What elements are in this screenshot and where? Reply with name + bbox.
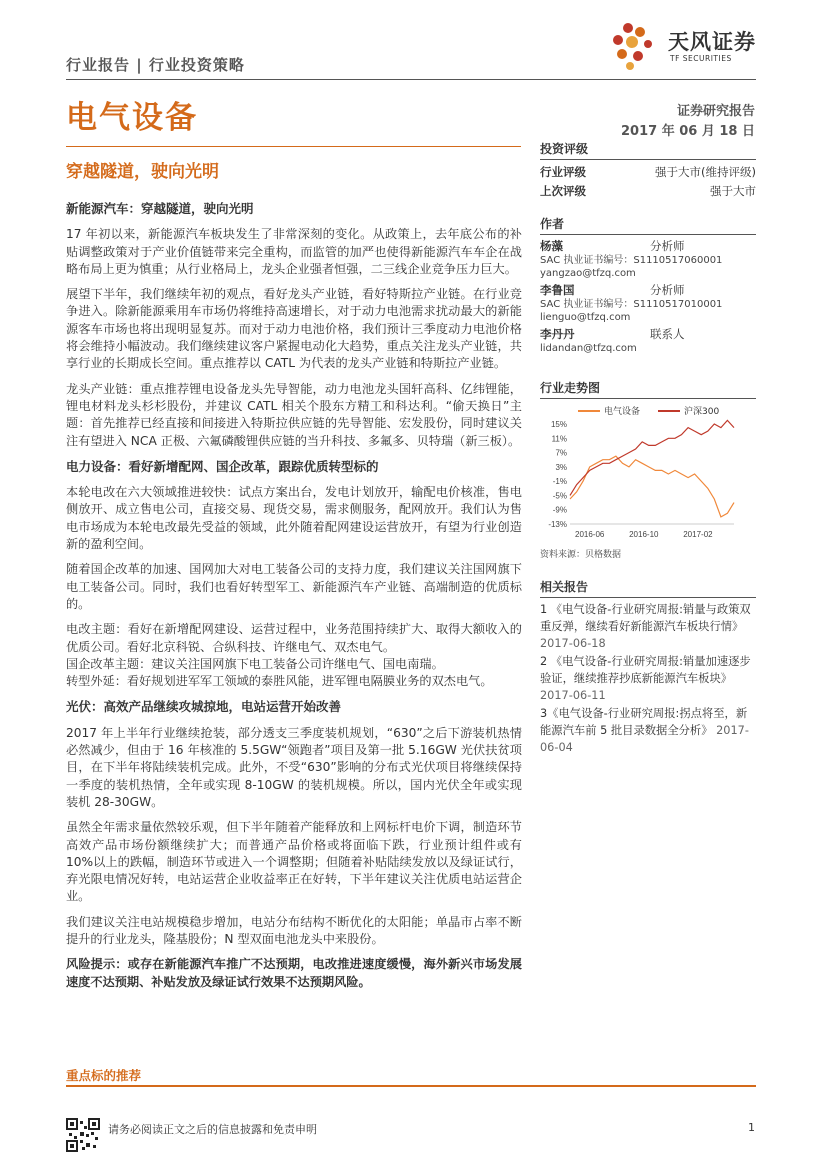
y-tick-label: -9% (552, 505, 567, 515)
company-logo (610, 20, 760, 72)
author-email[interactable]: lidandan@tfzq.com (540, 343, 637, 354)
key-stocks-title: 重点标的推荐 (66, 1068, 142, 1083)
paragraph: 龙头产业链：重点推荐锂电设备龙头先导智能，动力电池龙头国轩高科、亿纬锂能，锂电材料龙头杉杉股份，并建议 CATL 相关个股东方精工和科达利。“偷天换日”主题：首先推荐已经直接和间接进入特斯拉供应链的先导智能、宏发股份，同时建议关注有望进入 NCA 正极、六氟磷酸锂供应链的当升科技、多氟多、贝特瑞（新三板）。 (66, 381, 522, 448)
y-tick-label: 11% (551, 434, 567, 444)
trend-title: 行业走势图 (540, 379, 756, 399)
main-content (66, 200, 522, 999)
paragraph: 17 年初以来，新能源汽车板块发生了非常深刻的变化。从政策上，去年底公布的补贴调整政策对于产业价值链带来完全重构，而监管的加严也使得新能源汽车车企在战略布局上更为慎重；从行业格局上，龙头企业强者恒强，二三线企业竞争压力巨大。 (66, 227, 522, 276)
risk-warning: 风险提示：或存在新能源汽车推广不达预期，电改推进速度缓慢，海外新兴市场发展速度不达预期、补贴发放及绿证试行效果不达预期风险。 (66, 957, 522, 989)
author-name: 李鲁国 (540, 283, 575, 297)
rating-title: 投资评级 (540, 140, 756, 160)
author-card (540, 282, 756, 324)
legend-label: 沪深300 (684, 407, 720, 417)
related-report-date: 2017-06-04 (540, 724, 749, 754)
series-line (570, 420, 734, 495)
paragraph: 电改主题：看好在新增配网建设、运营过程中，业务范围持续扩大、取得大额收入的优质公司。看好北京科锐、合纵科技、许继电气、双杰电气。 国企改革主题：建议关注国网旗下电工装备公司许继电气、国电南瑞。 转型外延：看好规划进军军工领域的泰胜风能，进军锂电隔膜业务的双杰电气。 (66, 622, 522, 689)
section-heading: 新能源汽车：穿越隧道，驶向光明 (66, 201, 254, 216)
author-card (540, 326, 756, 355)
x-tick-label: 2016-10 (629, 530, 659, 539)
author-role: 分析师 (650, 283, 685, 297)
y-tick-label: -5% (552, 491, 567, 501)
related-reports (540, 601, 756, 756)
report-date: 2017 年 06 月 18 日 (621, 124, 755, 139)
author-cert: SAC 执业证书编号：S1110517010001 (540, 299, 723, 310)
rating-value: 强于大市 (710, 184, 756, 198)
title-divider (66, 146, 521, 147)
page-number: 1 (748, 1121, 755, 1134)
paragraph: 本轮电改在六大领域推进较快：试点方案出台，发电计划放开，输配电价核准，售电侧放开、成立售电公司，直接交易、现货交易，需求侧服务，配网放开。我们认为售电市场成为本轮电改最先受益的领域，此外随着配网建设运营放开，有望为行业创造新的盈利空间。 (66, 485, 522, 552)
logo-text-cn: 天风证券 (668, 30, 756, 54)
report-type: 证券研究报告 (676, 104, 755, 119)
y-tick-label: -13% (548, 520, 567, 529)
disclaimer-note: 请务必阅读正文之后的信息披露和免责申明 (108, 1123, 317, 1136)
header-divider (66, 79, 756, 80)
author-cert: SAC 执业证书编号：S1110517060001 (540, 255, 723, 266)
section-heading: 光伏：高效产品继续攻城掠地，电站运营开始改善 (66, 699, 342, 715)
author-card (540, 238, 756, 280)
footer-divider (66, 1085, 756, 1087)
related-report-title[interactable]: 1 《电气设备-行业研究周报:销量与政策双重反弹，继续看好新能源汽车板块行情》 (540, 603, 751, 633)
related-report[interactable] (540, 653, 756, 704)
paragraph: 展望下半年，我们继续年初的观点，看好龙头产业链，看好特斯拉产业链。在行业竞争进入。除新能源乘用车市场仍将维持高速增长，对于动力电池需求扰动最大的新能源客车市场也将出现明显复苏。而对于动力电池价格，我们预计三季度动力电池价格将会维持小幅波动。我们继续建议客户紧握电动化大趋势，重点关注龙头产业链，共享行业的长期成长空间。重点推荐以 CATL 为代表的龙头产业链和特斯拉产业链。 (66, 287, 522, 371)
rating-row (540, 182, 756, 201)
section-heading: 电力设备：看好新增配网、国企改革，跟踪优质转型标的 (66, 458, 379, 474)
legend-label: 电气设备 (604, 407, 641, 417)
rating-row (540, 163, 756, 182)
x-tick-label: 2016-06 (575, 530, 605, 539)
report-subtitle: 穿越隧道，驶向光明 (66, 162, 219, 182)
logo-text-en: TF SECURITIES (670, 54, 732, 63)
author-name: 杨藻 (540, 239, 563, 253)
related-title: 相关报告 (540, 578, 756, 598)
sector-title: 电气设备 (66, 100, 198, 136)
y-tick-label: 3% (555, 462, 567, 472)
related-report-date: 2017-06-18 (540, 637, 606, 650)
series-line (570, 456, 734, 517)
qr-code-icon (66, 1118, 100, 1152)
x-tick-label: 2017-02 (683, 530, 713, 539)
paragraph: 随着国企改革的加速、国网加大对电工装备公司的支持力度，我们建议关注国网旗下电工装备公司。同时，我们也看好转型军工、新能源汽车产业链、高端制造的优质标的。 (66, 562, 522, 611)
paragraph: 虽然全年需求量依然较乐观，但下半年随着产能释放和上网标杆电价下调，制造环节高效产品市场份额继续扩大；而普通产品价格或将面临下跌，行业预计组件或有 10%以上的跌幅，制造环节或进入一个调整期；但随着补贴陆续发放以及绿证试行，弃光限电情况好转，电站运营企业收益率正在好转，下半年建议关注优质电站运营企业。 (66, 820, 522, 904)
rating-label: 行业评级 (540, 165, 586, 179)
y-tick-label: -1% (552, 477, 567, 487)
author-role: 联系人 (650, 327, 685, 341)
logo-dots-icon (610, 20, 666, 72)
rating-label: 上次评级 (540, 184, 586, 198)
related-report[interactable] (540, 705, 756, 756)
report-category: 行业报告 | 行业投资策略 (66, 56, 245, 74)
y-tick-label: 7% (555, 448, 567, 458)
sidebar (540, 140, 756, 757)
related-report-title[interactable]: 3《电气设备-行业研究周报:拐点将至，新能源汽车前 5 批目录数据全分析》 (540, 707, 748, 737)
author-role: 分析师 (650, 239, 685, 253)
author-email[interactable]: yangzao@tfzq.com (540, 268, 636, 279)
paragraph: 2017 年上半年行业继续抢装，部分透支三季度装机规划，“630”之后下游装机热情必然减少，但由于 16 年核准的 5.5GW“领跑者”项目及第一批 5.16GW 光伏扶贫项目，在下半年将陆续装机完成。此外，不受“630”影响的分布式光伏项目将继续保持一季度的装机热情，全年或实现 8-10GW 的装机规模。所以，国内光伏全年或实现装机 28-30GW。 (66, 725, 522, 809)
author-name: 李丹丹 (540, 327, 575, 341)
related-report-date: 2017-06-11 (540, 689, 606, 702)
paragraph: 我们建议关注电站规模稳步增加，电站分布结构不断优化的太阳能；单晶市占率不断提升的行业龙头，隆基股份；N 型双面电池龙头中来股份。 (66, 914, 522, 946)
rating-value: 强于大市(维持评级) (655, 165, 756, 179)
y-tick-label: 15% (550, 420, 567, 429)
related-report-title[interactable]: 2 《电气设备-行业研究周报:销量加速逐步验证，继续推荐抄底新能源汽车板块》 (540, 655, 751, 685)
author-email[interactable]: lienguo@tfzq.com (540, 312, 631, 323)
related-report[interactable] (540, 601, 756, 652)
chart-source: 资料来源：贝格数据 (540, 550, 622, 560)
industry-trend-chart (540, 402, 756, 542)
authors-title: 作者 (540, 215, 756, 235)
